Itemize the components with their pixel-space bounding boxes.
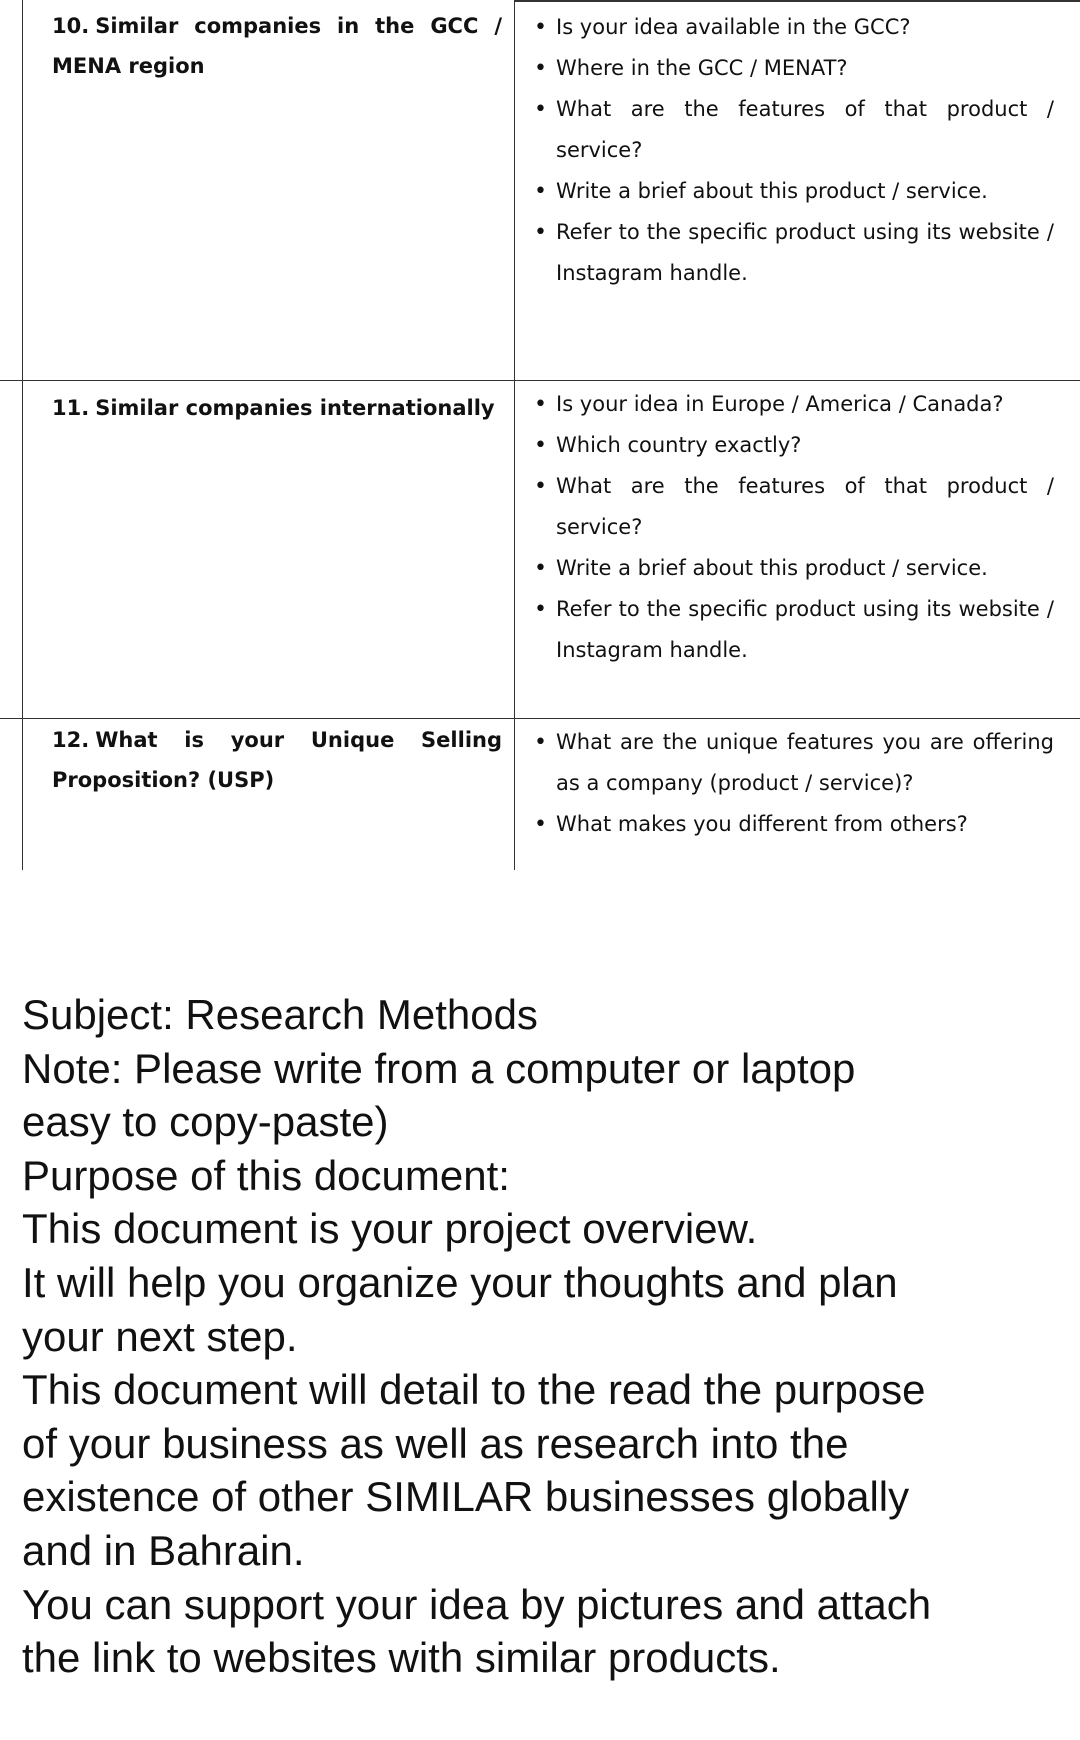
row-12-heading	[52, 720, 502, 800]
note-line: Purpose of this document:	[22, 1151, 510, 1199]
list-item: • Is your idea in Europe / America / Canada?	[534, 384, 1054, 425]
list-item: • What are the unique features you are offering as a company (product / service)?	[534, 722, 1054, 804]
row-10-heading	[52, 6, 502, 86]
row-11-bullet-list	[534, 384, 1054, 671]
note-line: easy to copy-paste)	[22, 1098, 389, 1146]
note-line: You can support your idea by pictures and attach	[22, 1580, 932, 1628]
note-line: the link to websites with similar products.	[22, 1634, 781, 1682]
row-12-bullet-list	[534, 722, 1054, 845]
list-item: • Write a brief about this product / service.	[534, 548, 1054, 589]
row-11-heading-text: Similar companies internationally	[95, 396, 495, 420]
list-item: • Which country exactly?	[534, 425, 1054, 466]
row-10-heading-text: Similar companies in the GCC / MENA region	[52, 14, 502, 78]
note-line: Note: Please write from a computer or laptop	[22, 1044, 856, 1092]
note-line: of your business as well as research into the	[22, 1419, 849, 1467]
note-line: Subject: Research Methods	[22, 991, 538, 1038]
note-line: This document is your project overview.	[22, 1205, 758, 1253]
list-item: • Is your idea available in the GCC?	[534, 7, 1054, 48]
note-line: existence of other SIMILAR businesses globally	[22, 1473, 910, 1521]
list-item: • Refer to the specific product using its website / Instagram handle.	[534, 212, 1054, 294]
message-text	[22, 988, 1062, 1685]
row-11-heading-cell	[22, 380, 515, 718]
note-line: and in Bahrain.	[22, 1526, 305, 1574]
note-line: This document will detail to the read the purpose	[22, 1366, 926, 1414]
note-line: It will help you organize your thoughts and plan	[22, 1258, 898, 1306]
row-12-number: 12.	[52, 728, 90, 752]
list-item: • What are the features of that product / service?	[534, 466, 1054, 548]
note-line: your next step.	[22, 1312, 298, 1360]
row-10-number: 10.	[52, 14, 90, 38]
list-item: • Refer to the specific product using its website / Instagram handle.	[534, 589, 1054, 671]
row-11-heading	[52, 388, 502, 428]
list-item: • Where in the GCC / MENAT?	[534, 48, 1054, 89]
row-12-heading-text: What is your Unique Selling Proposition? (USP)	[52, 728, 502, 792]
list-item: • Write a brief about this product / service.	[534, 171, 1054, 212]
list-item: • What makes you different from others?	[534, 804, 1054, 845]
row-10-bullet-list	[534, 7, 1054, 294]
row-11-number: 11.	[52, 396, 90, 420]
list-item: • What are the features of that product / service?	[534, 89, 1054, 171]
